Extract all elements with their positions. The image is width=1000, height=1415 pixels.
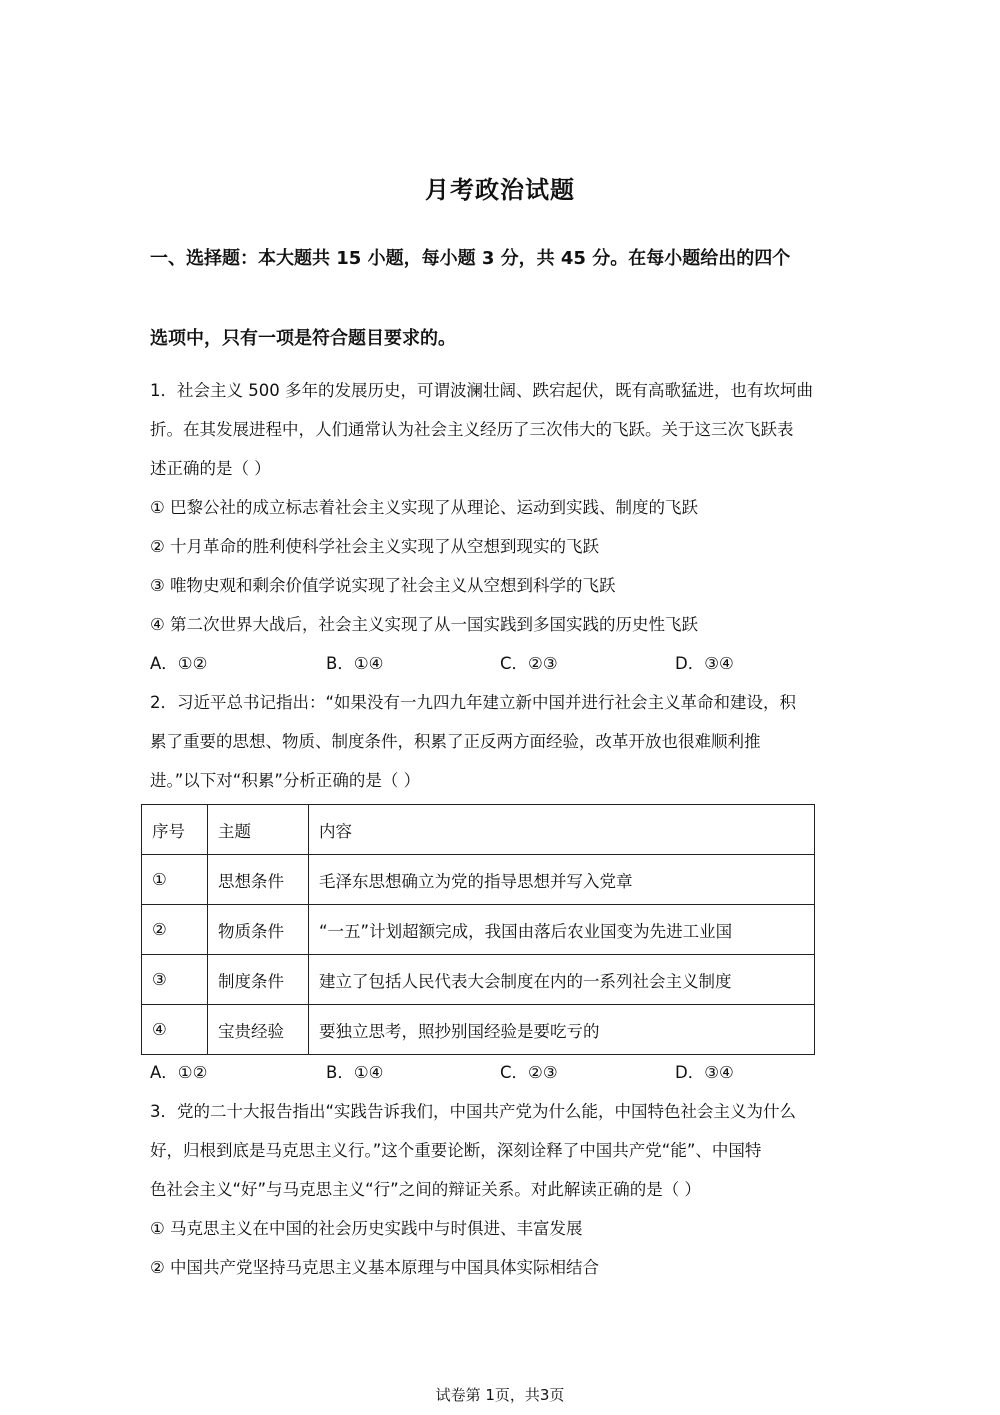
question-1-stem-line: 折。在其发展进程中，人们通常认为社会主义经历了三次伟大的飞跃。关于这三次飞跃表 [150, 420, 794, 439]
table-cell: 毛泽东思想确立为党的指导思想并写入党章 [309, 855, 815, 905]
question-1-stem-line: 1．社会主义 500 多年的发展历史，可谓波澜壮阔、跌宕起伏，既有高歌猛进，也有坎坷曲 [150, 381, 813, 400]
table-header-cell: 序号 [142, 805, 208, 855]
question-1-statement-3: ③ 唯物史观和剩余价值学说实现了社会主义从空想到科学的飞跃 [150, 576, 616, 595]
question-1-statement-4: ④ 第二次世界大战后，社会主义实现了从一国实践到多国实践的历史性飞跃 [150, 615, 699, 634]
question-2-table [141, 804, 815, 1055]
table-cell: 制度条件 [208, 955, 309, 1005]
question-3-stem-line: 好，归根到底是马克思主义行。”这个重要论断，深刻诠释了中国共产党“能”、中国特 [150, 1141, 762, 1160]
table-header-cell: 内容 [309, 805, 815, 855]
question-2-stem-line: 累了重要的思想、物质、制度条件，积累了正反两方面经验，改革开放也很难顺利推 [150, 732, 761, 751]
table-cell: ④ [142, 1005, 208, 1055]
table-cell: 思想条件 [208, 855, 309, 905]
section-heading-line-1: 一、选择题：本大题共 15 小题，每小题 3 分，共 45 分。在每小题给出的四个 [150, 248, 791, 269]
question-1-statement-2: ② 十月革命的胜利使科学社会主义实现了从空想到现实的飞跃 [150, 537, 600, 556]
question-3-stem-line: 色社会主义“好”与马克思主义“行”之间的辩证关系。对此解读正确的是（ ） [150, 1180, 701, 1199]
page-footer: 试卷第 1页，共3页 [435, 1386, 565, 1404]
option-a: A．①② [150, 654, 208, 673]
section-heading-line-2: 选项中，只有一项是符合题目要求的。 [150, 328, 456, 349]
table-cell: ② [142, 905, 208, 955]
question-2-stem-line: 进。”以下对“积累”分析正确的是（ ） [150, 771, 421, 790]
question-3-stem-line: 3．党的二十大报告指出“实践告诉我们，中国共产党为什么能，中国特色社会主义为什么 [150, 1102, 797, 1121]
table-cell: 物质条件 [208, 905, 309, 955]
table-row [142, 905, 815, 955]
question-1-stem-line: 述正确的是（ ） [150, 459, 271, 478]
page-title: 月考政治试题 [425, 176, 575, 204]
table-row [142, 955, 815, 1005]
table-cell: ① [142, 855, 208, 905]
option-b: B．①④ [326, 654, 384, 673]
table-cell: 宝贵经验 [208, 1005, 309, 1055]
question-2-stem-line: 2．习近平总书记指出：“如果没有一九四九年建立新中国并进行社会主义革命和建设，积 [150, 693, 797, 712]
option-c: C．②③ [500, 654, 558, 673]
option-d: D．③④ [675, 1063, 734, 1082]
table-row [142, 1005, 815, 1055]
table-cell: ③ [142, 955, 208, 1005]
table-row [142, 855, 815, 905]
question-3-statement-2: ② 中国共产党坚持马克思主义基本原理与中国具体实际相结合 [150, 1258, 600, 1277]
table-header-cell: 主题 [208, 805, 309, 855]
option-d: D．③④ [675, 654, 734, 673]
option-c: C．②③ [500, 1063, 558, 1082]
table-cell: 建立了包括人民代表大会制度在内的一系列社会主义制度 [309, 955, 815, 1005]
table-cell: 要独立思考，照抄别国经验是要吃亏的 [309, 1005, 815, 1055]
option-b: B．①④ [326, 1063, 384, 1082]
question-1-statement-1: ① 巴黎公社的成立标志着社会主义实现了从理论、运动到实践、制度的飞跃 [150, 498, 699, 517]
table-header-row [142, 805, 815, 855]
option-a: A．①② [150, 1063, 208, 1082]
table-cell: “一五”计划超额完成，我国由落后农业国变为先进工业国 [309, 905, 815, 955]
question-3-statement-1: ① 马克思主义在中国的社会历史实践中与时俱进、丰富发展 [150, 1219, 583, 1238]
